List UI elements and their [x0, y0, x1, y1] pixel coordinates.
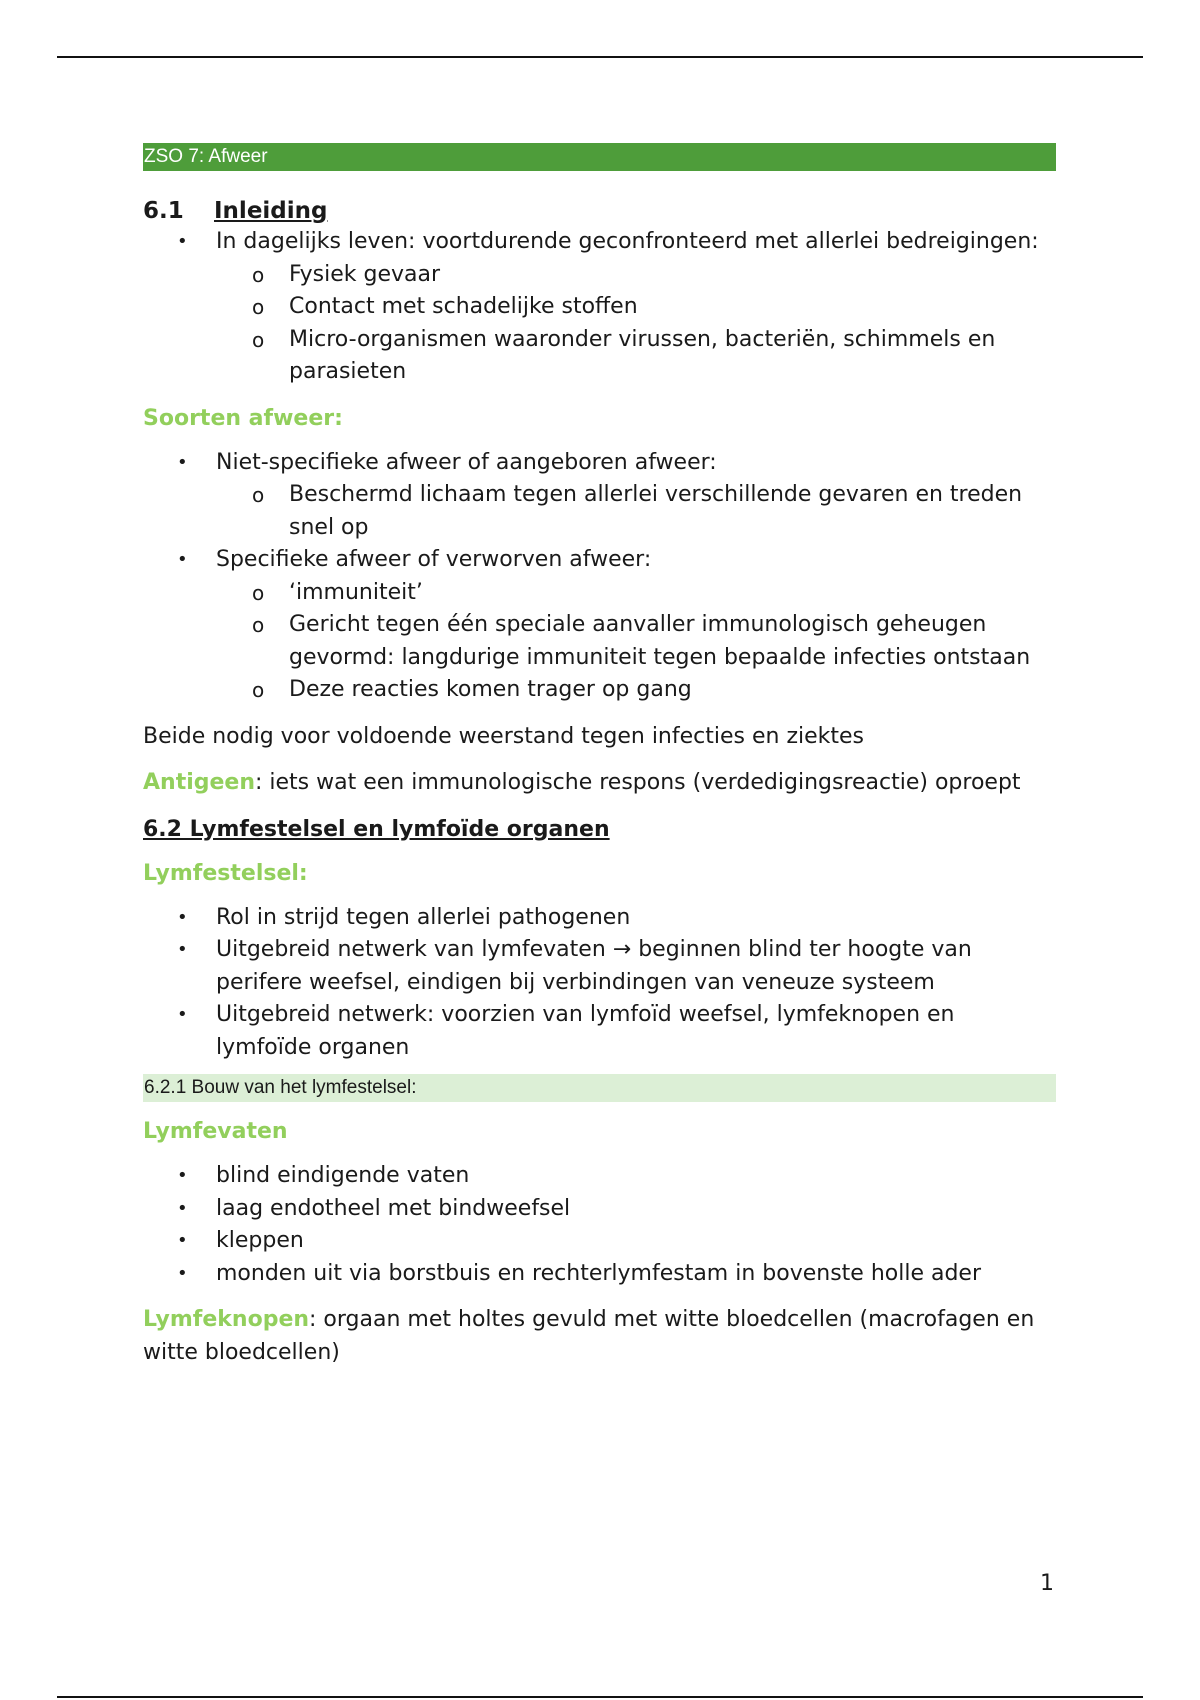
section-number: 6.1 — [143, 198, 184, 224]
antigeen-text: : iets wat een immunologische respons (verdedigingsreactie) oproept — [255, 770, 1021, 795]
lymfevaten-list — [143, 1160, 1056, 1290]
chapter-banner: ZSO 7: Afweer — [143, 143, 1056, 171]
sub-bullet-icon: o — [252, 327, 265, 352]
list-item-text: monden uit via borstbuis en rechterlymfestam in bovenste holle ader — [216, 1260, 982, 1286]
page-content — [143, 143, 1056, 1369]
list-item-text: In dagelijks leven: voortdurende geconfronteerd met allerlei bedreigingen: — [216, 229, 1039, 254]
sub-list-item-text: Beschermd lichaam tegen allerlei verschillende gevaren en treden snel op — [289, 482, 1023, 540]
sub-bullet-icon: o — [252, 678, 265, 702]
list-item — [143, 226, 1056, 389]
top-rule — [57, 56, 1143, 58]
bullet-icon: • — [177, 549, 188, 570]
list-item-text: Specifieke afweer of verworven afweer: — [216, 547, 652, 572]
intro-list — [143, 226, 1056, 389]
bullet-icon: • — [177, 231, 188, 252]
sub-list-item — [216, 609, 1056, 674]
list-item-text: blind eindigende vaten — [216, 1163, 470, 1188]
list-item-text: kleppen — [216, 1228, 304, 1253]
sub-list-item-text: Gericht tegen één speciale aanvaller immunologisch geheugen gevormd: langdurige immuniteit tegen bepaalde infecties ontstaan — [289, 612, 1031, 670]
list-item — [143, 902, 1056, 935]
soorten-list — [143, 447, 1056, 707]
lymfevaten-heading: Lymfevaten — [143, 1119, 288, 1144]
lymfeknopen-definition — [143, 1304, 1056, 1369]
list-item-text: Niet-specifieke afweer of aangeboren afweer: — [216, 449, 717, 475]
antigeen-definition — [143, 767, 1056, 800]
sub-bullet-icon: o — [252, 262, 265, 287]
bottom-rule — [57, 1696, 1143, 1698]
sub-list-item — [216, 324, 1056, 389]
bullet-icon: • — [177, 1262, 188, 1284]
bullet-icon: • — [177, 1230, 188, 1251]
sub-list — [216, 577, 1056, 707]
section-6-1-heading — [143, 196, 1056, 226]
sub-list-item — [216, 259, 1056, 292]
bullet-icon: • — [177, 939, 188, 960]
list-item — [143, 1225, 1056, 1258]
list-item — [143, 544, 1056, 707]
sub-list-item — [216, 674, 1056, 707]
sub-list-item-text: Contact met schadelijke stoffen — [289, 294, 638, 319]
sub-bullet-icon: o — [252, 613, 265, 637]
list-item — [143, 447, 1056, 545]
bullet-icon: • — [177, 1165, 188, 1186]
sub-list-item-text: Deze reacties komen trager op gang — [289, 677, 692, 702]
sub-list-item — [216, 577, 1056, 610]
list-item-text: Uitgebreid netwerk: voorzien van lymfoïd weefsel, lymfeknopen en lymfoïde organen — [216, 1002, 955, 1060]
list-item — [143, 1160, 1056, 1193]
list-item — [143, 934, 1056, 999]
list-item — [143, 1258, 1056, 1291]
list-item-text: Rol in strijd tegen allerlei pathogenen — [216, 904, 631, 930]
lymfeknopen-term: Lymfeknopen — [143, 1307, 310, 1332]
lymfestelsel-list — [143, 902, 1056, 1065]
page-number: 1 — [1040, 1571, 1054, 1596]
lymfestelsel-heading: Lymfestelsel: — [143, 860, 308, 886]
sub-list-item — [216, 291, 1056, 324]
sub-bullet-icon: o — [252, 580, 265, 605]
sub-list-item-text: Micro-organismen waaronder virussen, bacteriën, schimmels en parasieten — [289, 326, 996, 384]
list-item — [143, 999, 1056, 1064]
antigeen-term: Antigeen — [143, 770, 255, 795]
bullet-icon: • — [177, 1197, 188, 1219]
sub-list-item-text: ‘immuniteit’ — [289, 579, 423, 605]
subsection-banner: 6.2.1 Bouw van het lymfestelsel: — [143, 1074, 1056, 1102]
sub-bullet-icon: o — [252, 295, 265, 319]
soorten-afweer-heading: Soorten afweer: — [143, 405, 343, 431]
lymfeknopen-text: : orgaan met holtes gevuld met witte bloedcellen (macrofagen en witte bloedcellen) — [143, 1307, 1035, 1365]
sub-list — [216, 479, 1056, 544]
bullet-icon: • — [177, 1004, 188, 1025]
sub-list-item-text: Fysiek gevaar — [289, 261, 441, 287]
section-title: Inleiding — [214, 198, 328, 224]
list-item — [143, 1193, 1056, 1226]
section-6-2-heading: 6.2 Lymfestelsel en lymfoïde organen — [143, 816, 610, 842]
sub-bullet-icon: o — [252, 483, 265, 507]
sub-list — [216, 259, 1056, 389]
conclusion-paragraph: Beide nodig voor voldoende weerstand tegen infecties en ziektes — [143, 723, 865, 749]
bullet-icon: • — [177, 906, 188, 928]
list-item-text: Uitgebreid netwerk van lymfevaten → beginnen blind ter hoogte van perifere weefsel, eindigen bij verbindingen van veneuze systeem — [216, 937, 972, 995]
list-item-text: laag endotheel met bindweefsel — [216, 1195, 571, 1221]
sub-list-item — [216, 479, 1056, 544]
bullet-icon: • — [177, 451, 188, 473]
